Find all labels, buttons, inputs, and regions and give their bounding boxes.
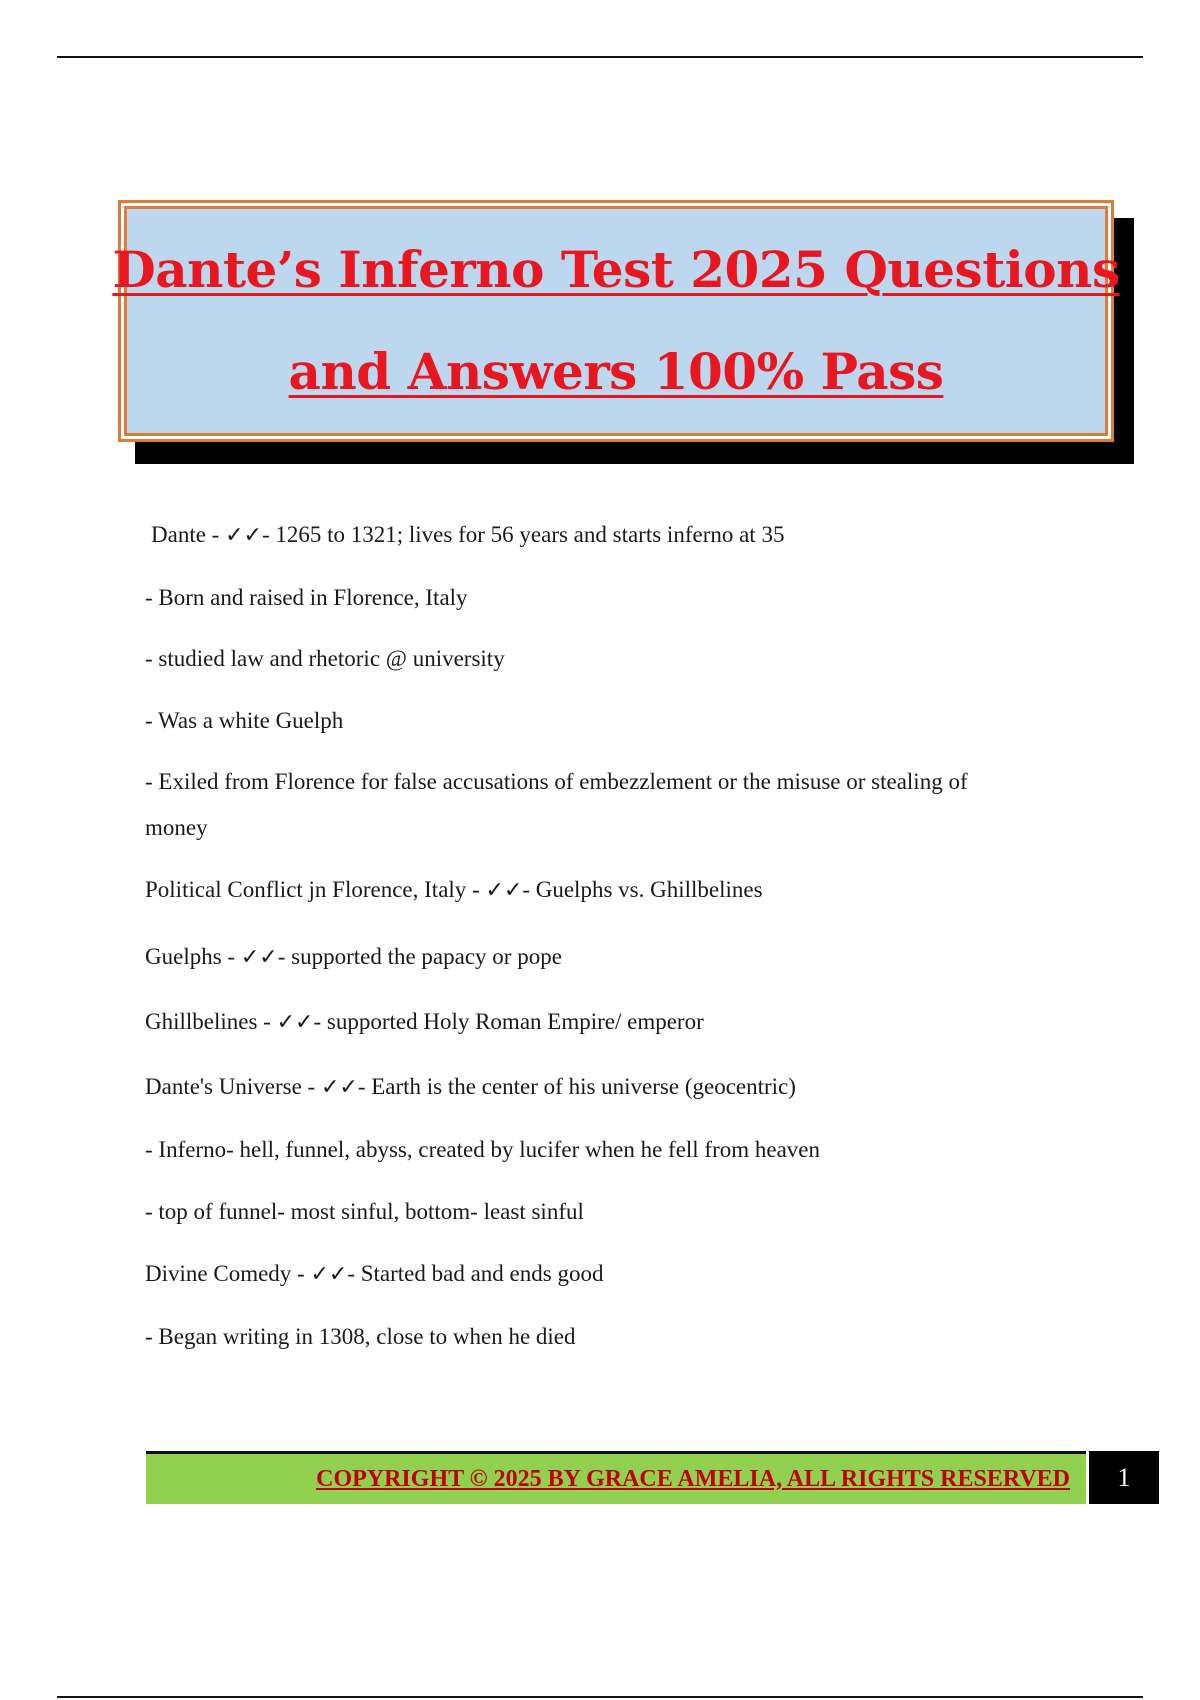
qa-line: - Exiled from Florence for false accusations of embezzlement or the misuse or stealing of: [145, 769, 968, 794]
title-panel: [112, 209, 1120, 433]
double-check-icon: ✓✓: [485, 878, 523, 903]
qa-line: Political Conflict jn Florence, Italy - ✓✓- Guelphs vs. Ghillbelines: [145, 877, 763, 903]
qa-line: Dante - ✓✓- 1265 to 1321; lives for 56 years and starts inferno at 35: [151, 522, 785, 548]
qa-line: Divine Comedy - ✓✓- Started bad and ends good: [145, 1261, 604, 1287]
qa-line: Guelphs - ✓✓- supported the papacy or pope: [145, 944, 562, 970]
double-check-icon: ✓✓: [240, 945, 278, 970]
document-title-line-1: Dante’s Inferno Test 2025 Questions: [112, 240, 1120, 299]
double-check-icon: ✓✓: [320, 1075, 358, 1100]
bottom-rule: [57, 1696, 1143, 1698]
copyright-notice: COPYRIGHT © 2025 BY GRACE AMELIA, ALL RIGHTS RESERVED: [316, 1465, 1070, 1492]
qa-line: - studied law and rhetoric @ university: [145, 646, 505, 671]
top-rule: [57, 56, 1143, 58]
double-check-icon: ✓✓: [310, 1262, 348, 1287]
qa-line: - Inferno- hell, funnel, abyss, created by lucifer when he fell from heaven: [145, 1137, 821, 1162]
footer-bar: [146, 1454, 1086, 1504]
qa-line: - Began writing in 1308, close to when he died: [145, 1324, 576, 1349]
page-number: 1: [1089, 1451, 1159, 1504]
qa-line: - top of funnel- most sinful, bottom- least sinful: [145, 1199, 584, 1224]
double-check-icon: ✓✓: [225, 523, 262, 548]
qa-line: Dante's Universe - ✓✓- Earth is the center of his universe (geocentric): [145, 1074, 796, 1100]
qa-line: - Was a white Guelph: [145, 708, 344, 733]
qa-line: Ghillbelines - ✓✓- supported Holy Roman Empire/ emperor: [145, 1009, 704, 1035]
title-box: [112, 200, 1120, 442]
qa-line: money: [145, 815, 208, 840]
double-check-icon: ✓✓: [276, 1010, 314, 1035]
document-title-line-2: and Answers 100% Pass: [288, 342, 944, 401]
qa-line: - Born and raised in Florence, Italy: [145, 585, 468, 610]
